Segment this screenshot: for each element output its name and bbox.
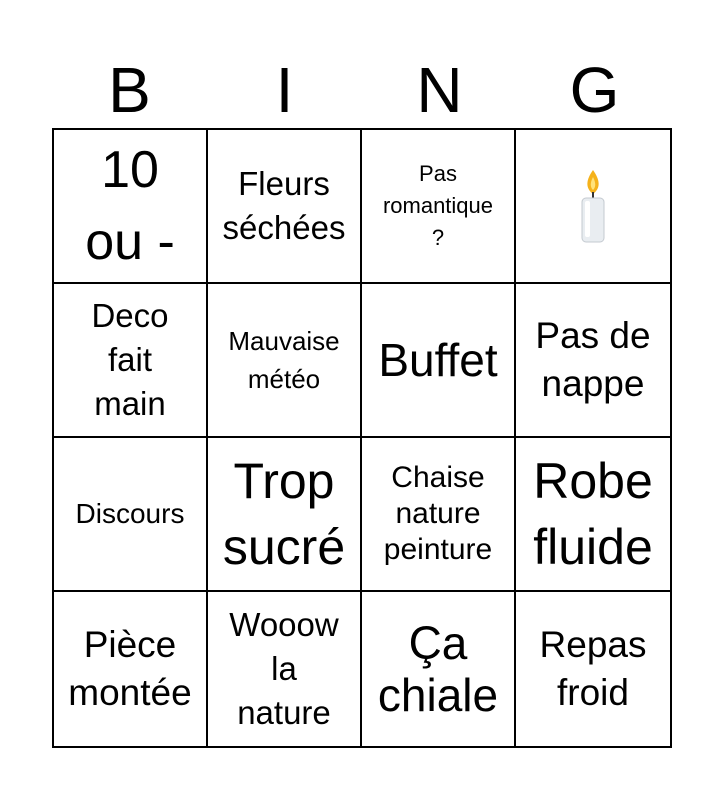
bingo-cell[interactable] bbox=[208, 438, 362, 592]
header-letter-n: N bbox=[416, 54, 463, 126]
bingo-cell[interactable] bbox=[362, 284, 516, 438]
cell-label: Fleurs séchées bbox=[222, 165, 346, 246]
bingo-cell[interactable] bbox=[516, 438, 670, 592]
candle-icon bbox=[573, 168, 613, 244]
bingo-cell[interactable] bbox=[54, 130, 208, 284]
header-letter-g: G bbox=[569, 54, 620, 126]
bingo-cell[interactable] bbox=[208, 592, 362, 746]
cell-label: 10 ou - bbox=[85, 141, 175, 271]
cell-label: Ça chiale bbox=[377, 617, 499, 721]
cell-label: Buffet bbox=[378, 334, 498, 386]
cell-label: Pièce montée bbox=[68, 624, 192, 713]
cell-label: Pas romantique ? bbox=[382, 161, 494, 250]
bingo-cell[interactable] bbox=[516, 592, 670, 746]
cell-label: Mauvaise météo bbox=[228, 326, 340, 394]
bingo-cell[interactable] bbox=[54, 284, 208, 438]
cell-label: Deco fait main bbox=[91, 297, 169, 422]
bingo-cell[interactable] bbox=[54, 592, 208, 746]
cell-label: Pas de nappe bbox=[535, 315, 651, 404]
bingo-cell[interactable] bbox=[54, 438, 208, 592]
cell-label: Wooow la nature bbox=[229, 606, 339, 731]
bingo-header bbox=[52, 52, 672, 128]
header-letter-i: I bbox=[275, 54, 294, 126]
cell-label: Chaise nature peinture bbox=[383, 461, 493, 566]
cell-label: Robe fluide bbox=[533, 453, 653, 575]
header-letter-b: B bbox=[108, 54, 151, 126]
cell-label: Discours bbox=[75, 498, 185, 529]
bingo-cell[interactable] bbox=[516, 284, 670, 438]
bingo-cell[interactable] bbox=[208, 284, 362, 438]
bingo-card-grid bbox=[52, 128, 672, 748]
bingo-cell[interactable] bbox=[208, 130, 362, 284]
bingo-cell[interactable] bbox=[362, 592, 516, 746]
bingo-cell[interactable] bbox=[362, 130, 516, 284]
bingo-cell[interactable] bbox=[362, 438, 516, 592]
bingo-cell[interactable] bbox=[516, 130, 670, 284]
cell-label: Trop sucré bbox=[222, 453, 346, 575]
cell-label: Repas froid bbox=[539, 624, 647, 713]
